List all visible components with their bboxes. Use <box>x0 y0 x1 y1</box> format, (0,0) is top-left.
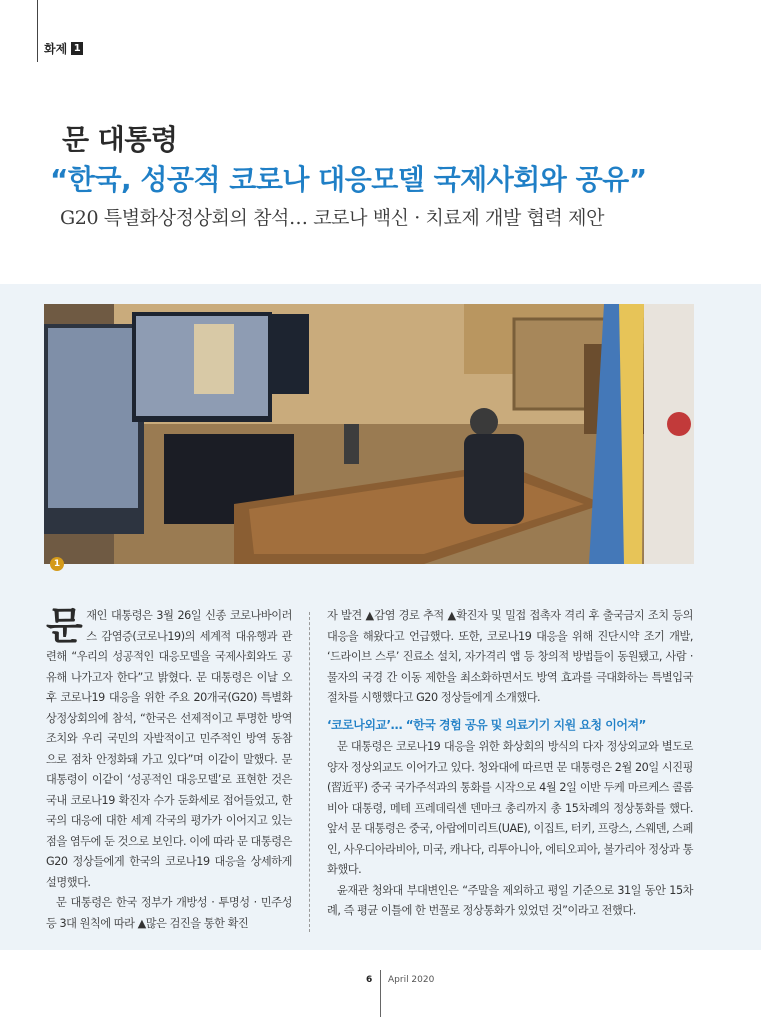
drop-cap: 문 <box>46 604 83 648</box>
article-subheading: ‘코로나외교’… “한국 경험 공유 및 의료기기 지원 요청 이어져” <box>327 717 646 732</box>
footer-rule <box>380 970 381 1017</box>
section-label: 화제 <box>44 42 68 56</box>
photo-badge: 1 <box>50 557 64 571</box>
headline-line1: 문 대통령 <box>62 123 178 156</box>
article-paragraph: 자 발견 ▲감염 경로 추적 ▲확진자 및 밀접 접촉자 격리 후 출국금지 조치 등의 대응을 해왔다고 언급했다. 또한, 코로나19 대응을 위해 진단시약 조기 개발, ‘드라이브 스루’ 진료소 설치, 자가격리 앱 등 창의적 방법들이 동원됐고, 사람 · 물자의 국경 간 이동 제한을 최소화하면서도 방역 효과를 극대화하는 특별입국절차를 시행했다고 G20 정상들에게 소개했다. <box>327 609 693 704</box>
article-paragraph: 문 대통령은 한국 정부가 개방성 · 투명성 · 민주성 등 3대 원칙에 따라 ▲많은 검진을 통한 확진 <box>46 896 292 930</box>
article-paragraph: 윤재관 청와대 부대변인은 “주말을 제외하고 평일 기준으로 31일 동안 15차례, 즉 평균 이틀에 한 번꼴로 정상통화가 있었던 것”이라고 전했다. <box>327 883 693 917</box>
issue-date: April 2020 <box>388 975 435 985</box>
headline-line2: “한국, 성공적 코로나 대응모델 국제사회와 공유” <box>50 163 647 196</box>
page-number: 6 <box>366 975 373 985</box>
article-paragraph: 문 대통령은 코로나19 대응을 위한 화상회의 방식의 다자 정상외교와 별도로 양자 정상외교도 이어가고 있다. 청와대에 따르면 문 대통령은 2월 20일 시진핑(習近平) 중국 국가주석과의 통화를 시작으로 4월 2일 이반 두케 마르케스 콜롬비아 대통령, 메테 프레데릭센 덴마크 총리까지 총 15차례의 정상통화를 했다. 앞서 문 대통령은 중국, 아랍에미리트(UAE), 이집트, 터키, 프랑스, 스웨덴, 스페인, 사우디아라비아, 미국, 캐나다, 리투아니아, 에티오피아, 불가리아 정상과 통화했다. <box>327 740 693 876</box>
article-column-right <box>327 606 693 922</box>
news-photo <box>44 304 694 564</box>
top-vertical-rule <box>37 0 38 62</box>
column-divider <box>309 612 310 932</box>
photo-illustration <box>44 304 694 564</box>
subheadline: G20 특별화상정상회의 참석… 코로나 백신 · 치료제 개발 협력 제안 <box>60 207 605 229</box>
section-tag <box>44 40 83 57</box>
article-paragraph: 재인 대통령은 3월 26일 신종 코로나바이러스 감염증(코로나19)의 세계적 대유행과 관련해 “우리의 성공적인 대응모델을 국제사회와도 공유해 나가고자 한다”고 밝혔다. 문 대통령은 이날 오후 코로나19 대응을 위한 주요 20개국(G20) 특별화상정상회의에 참석, “한국은 선제적이고 투명한 방역 조치와 우리 국민의 자발적이고 민주적인 방역 동참으로 점차 안정화돼 가고 있다”며 이같이 말했다. 문 대통령이 이같이 ‘성공적인 대응모델’로 표현한 것은 국내 코로나19 확진자 수가 둔화세로 접어들었고, 한국의 대응에 대한 세계 각국의 평가가 이어지고 있는 점을 염두에 둔 것으로 보인다. 이에 따라 문 대통령은 G20 정상들에게 한국의 코로나19 대응을 상세하게 설명했다. <box>46 609 292 889</box>
section-number: 1 <box>71 42 83 55</box>
article-column-left <box>46 606 292 934</box>
